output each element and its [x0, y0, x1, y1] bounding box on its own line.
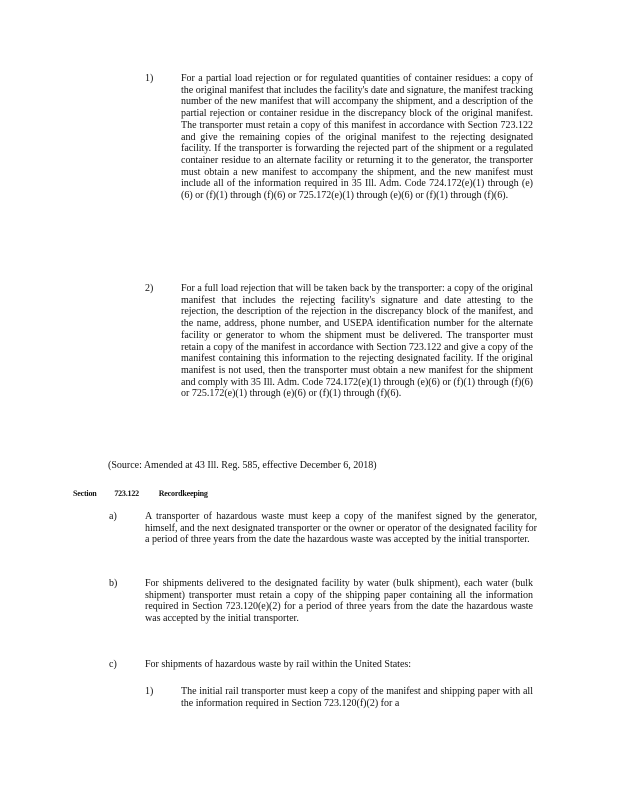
item-2-text: For a full load rejection that will be taken back by the transporter: a copy of the original manifest that includes the rejecting facility's signature and date attesting to the rejection, the description of the rejection in the discrepancy block of the manifest, and the name, address, phone number, and USEPA identification number for the alternate facility or generator to whom the shipment must be delivered. The transporter must retain a copy of the manifest in accordance with Section 723.122 and give a copy of the manifest containing this information to the rejecting designated facility. If the original manifest is not used, then the transporter must obtain a new manifest for the shipment and comply with 35 Ill. Adm. Code 724.172(e)(1) through (e)(6) or (f)(1) through (f)(6) or 725.172(e)(1) through (e)(6) or (f)(1) through (f)(6). [181, 283, 533, 400]
section-number: 723.122 [114, 489, 139, 498]
section-label: Section [73, 489, 97, 498]
item-2-marker: 2) [145, 283, 154, 294]
subsection-c-marker: c) [109, 659, 117, 670]
item-1-text: For a partial load rejection or for regulated quantities of container residues: a copy of the original manifest that includes the facility's date and signature, the manifest tracking number of the new manifest that will accompany the shipment, and a description of the partial rejection or container residue in the discrepancy block of the original manifest. The transporter must retain a copy of this manifest in accordance with Section 723.122 and give the remaining copies of the original manifest to the rejecting designated facility. If the transporter is forwarding the rejected part of the shipment or a regulated container residue to an alternate facility or returning it to the generator, the transporter must obtain a new manifest to accompany the shipment, and the new manifest must include all of the information required in 35 Ill. Adm. Code 724.172(e)(1) through (e)(6) or (f)(1) through (f)(6) or 725.172(e)(1) through (e)(6) or (f)(1) through (f)(6). [181, 73, 533, 202]
source-note: (Source: Amended at 43 Ill. Reg. 585, effective December 6, 2018) [108, 460, 377, 471]
section-title: Recordkeeping [158, 489, 208, 498]
subsection-b-marker: b) [109, 578, 118, 589]
subsection-b-text: For shipments delivered to the designated facility by water (bulk shipment), each water (bulk shipment) transporter must retain a copy of the shipping paper containing all the information required in Section 723.120(e)(2) for a period of three years from the date the hazardous waste was accepted by the initial transporter. [145, 578, 533, 625]
item-1-marker: 1) [145, 73, 154, 84]
subsection-a-marker: a) [109, 511, 117, 522]
subitem-1-text: The initial rail transporter must keep a copy of the manifest and shipping paper with all the information required in Section 723.120(f)(2) for a [181, 686, 533, 709]
subsection-a-text: A transporter of hazardous waste must keep a copy of the manifest signed by the generator, himself, and the next designated transporter or the owner or operator of the designated facility for a period of three years from the date the hazardous waste was accepted by the initial transporter. [145, 511, 537, 546]
subitem-1-marker: 1) [145, 686, 154, 697]
section-heading [73, 488, 208, 500]
subsection-c-text: For shipments of hazardous waste by rail within the United States: [145, 659, 412, 670]
